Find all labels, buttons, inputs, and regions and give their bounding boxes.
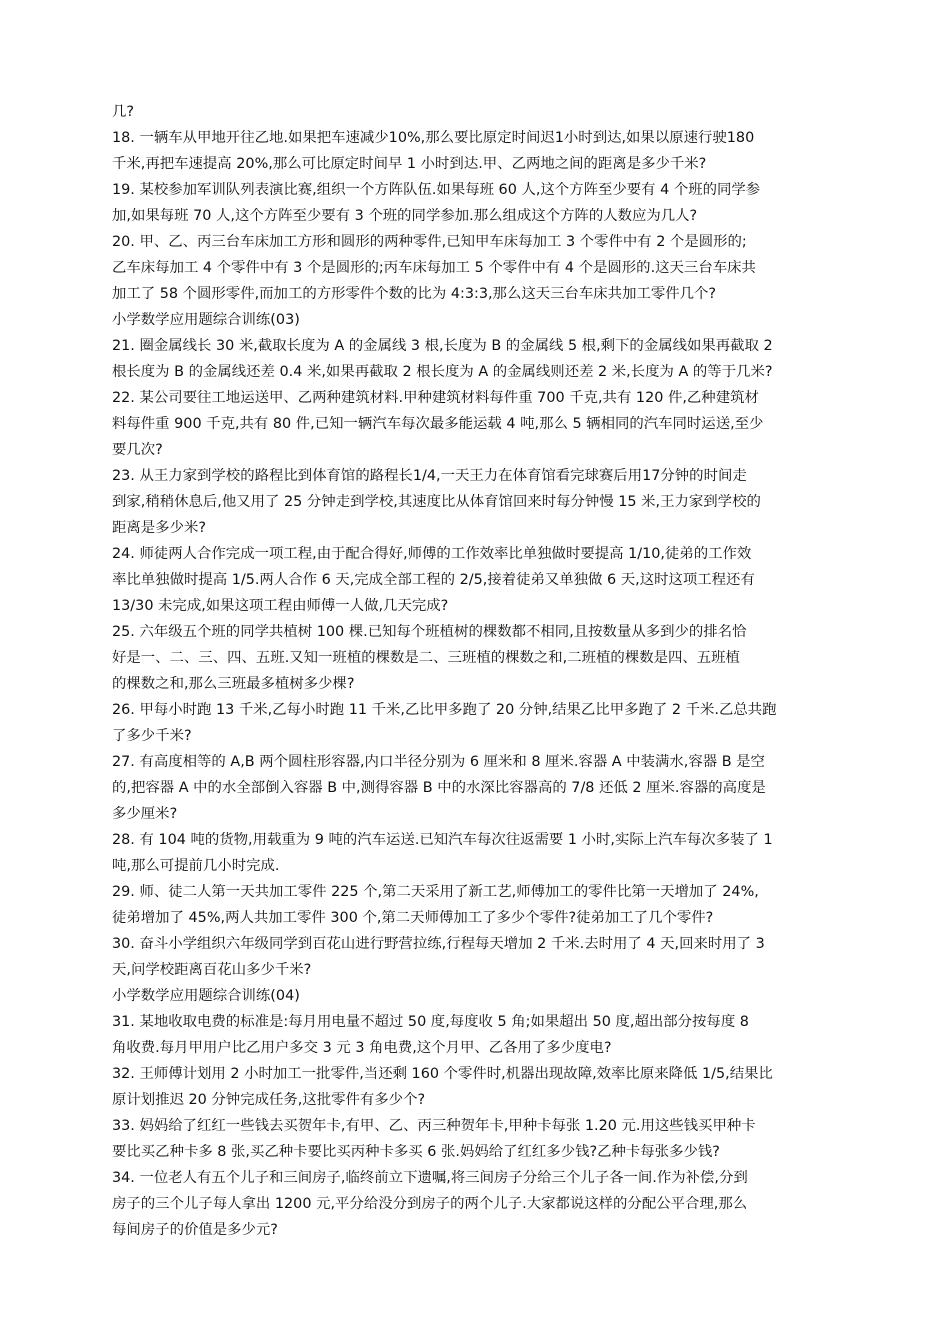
text-line: 要几次?: [112, 442, 163, 458]
section-heading: 小学数学应用题综合训练(04): [112, 988, 300, 1004]
text-line: 22. 某公司要往工地运送甲、乙两种建筑材料.甲种建筑材料每件重 700 千克,共有 120 件,乙种建筑材: [112, 390, 759, 406]
text-line: 28. 有 104 吨的货物,用载重为 9 吨的汽车运送.已知汽车每次往返需要 1 小时,实际上汽车每次多装了 1: [112, 832, 773, 848]
text-line: 根长度为 B 的金属线还差 0.4 米,如果再截取 2 根长度为 A 的金属线则还差 2 米,长度为 A 的等于几米?: [112, 364, 773, 380]
text-line: 24. 师徒两人合作完成一项工程,由于配合得好,师傅的工作效率比单独做时要提高 1/10,徒弟的工作效: [112, 546, 752, 562]
text-line: 的,把容器 A 中的水全部倒入容器 B 中,测得容器 B 中的水深比容器高的 7/8 还低 2 厘米.容器的高度是: [112, 780, 766, 796]
document-page: [112, 99, 852, 1243]
text-line: 天,问学校距离百花山多少千米?: [112, 962, 312, 978]
text-line: 32. 王师傅计划用 2 小时加工一批零件,当还剩 160 个零件时,机器出现故障,效率比原来降低 1/5,结果比: [112, 1066, 773, 1082]
text-line: 19. 某校参加军训队列表演比赛,组织一个方阵队伍.如果每班 60 人,这个方阵至少要有 4 个班的同学参: [112, 182, 761, 198]
text-line: 几?: [112, 104, 135, 120]
text-line: 18. 一辆车从甲地开往乙地.如果把车速减少10%,那么要比原定时间迟1小时到达,如果以原速行驶180: [112, 130, 755, 146]
text-line: 徒弟增加了 45%,两人共加工零件 300 个,第二天师傅加工了多少个零件?徒弟加工了几个零件?: [112, 910, 714, 926]
text-line: 33. 妈妈给了红红一些钱去买贺年卡,有甲、乙、丙三种贺年卡,甲种卡每张 1.20 元.用这些钱买甲种卡: [112, 1118, 756, 1134]
text-line: 26. 甲每小时跑 13 千米,乙每小时跑 11 千米,乙比甲多跑了 20 分钟,结果乙比甲多跑了 2 千米.乙总共跑: [112, 702, 777, 718]
text-line: 距离是多少米?: [112, 520, 206, 536]
text-line: 25. 六年级五个班的同学共植树 100 棵.已知每个班植树的棵数都不相同,且按数量从多到少的排名恰: [112, 624, 747, 640]
text-line: 加工了 58 个圆形零件,而加工的方形零件个数的比为 4:3:3,那么这天三台车床共加工零件几个?: [112, 286, 717, 302]
text-line: 率比单独做时提高 1/5.两人合作 6 天,完成全部工程的 2/5,接着徒弟又单独做 6 天,这时这项工程还有: [112, 572, 755, 588]
text-line: 乙车床每加工 4 个零件中有 3 个是圆形的;丙车床每加工 5 个零件中有 4 个是圆形的.这天三台车床共: [112, 260, 756, 276]
text-line: 13/30 未完成,如果这项工程由师傅一人做,几天完成?: [112, 598, 449, 614]
text-line: 角收费.每月甲用户比乙用户多交 3 元 3 角电费,这个月甲、乙各用了多少度电?: [112, 1040, 612, 1056]
text-line: 21. 圈金属线长 30 米,截取长度为 A 的金属线 3 根,长度为 B 的金属线 5 根,剩下的金属线如果再截取 2: [112, 338, 773, 354]
text-line: 原计划推迟 20 分钟完成任务,这批零件有多少个?: [112, 1092, 426, 1108]
text-line: 23. 从王力家到学校的路程比到体育馆的路程长1/4,一天王力在体育馆看完球赛后用17分钟的时间走: [112, 468, 747, 484]
text-line: 20. 甲、乙、丙三台车床加工方形和圆形的两种零件,已知甲车床每加工 3 个零件中有 2 个是圆形的;: [112, 234, 747, 250]
text-line: 千米,再把车速提高 20%,那么可比原定时间早 1 小时到达.甲、乙两地之间的距离是多少千米?: [112, 156, 707, 172]
text-line: 要比买乙种卡多 8 张,买乙种卡要比买丙种卡多买 6 张.妈妈给了红红多少钱?乙种卡每张多少钱?: [112, 1144, 720, 1160]
text-line: 料每件重 900 千克,共有 80 件,已知一辆汽车每次最多能运载 4 吨,那么 5 辆相同的汽车同时运送,至少: [112, 416, 764, 432]
text-line: 多少厘米?: [112, 806, 178, 822]
text-line: 27. 有高度相等的 A,B 两个圆柱形容器,内口半径分别为 6 厘米和 8 厘米.容器 A 中装满水,容器 B 是空: [112, 754, 765, 770]
section-heading: 小学数学应用题综合训练(03): [112, 312, 300, 328]
text-line: 房子的三个儿子每人拿出 1200 元,平分给没分到房子的两个儿子.大家都说这样的分配公平合理,那么: [112, 1196, 748, 1212]
text-line: 了多少千米?: [112, 728, 192, 744]
text-line: 34. 一位老人有五个儿子和三间房子,临终前立下遗嘱,将三间房子分给三个儿子各一间.作为补偿,分到: [112, 1170, 748, 1186]
text-line: 30. 奋斗小学组织六年级同学到百花山进行野营拉练,行程每天增加 2 千米.去时用了 4 天,回来时用了 3: [112, 936, 765, 952]
text-line: 的棵数之和,那么三班最多植树多少棵?: [112, 676, 355, 692]
text-line: 吨,那么可提前几小时完成.: [112, 858, 280, 874]
text-line: 加,如果每班 70 人,这个方阵至少要有 3 个班的同学参加.那么组成这个方阵的人数应为几人?: [112, 208, 698, 224]
text-line: 29. 师、徒二人第一天共加工零件 225 个,第二天采用了新工艺,师傅加工的零件比第一天增加了 24%,: [112, 884, 759, 900]
text-line: 好是一、二、三、四、五班.又知一班植的棵数是二、三班植的棵数之和,二班植的棵数是四、五班植: [112, 650, 740, 666]
text-line: 每间房子的价值是多少元?: [112, 1222, 278, 1238]
text-line: 31. 某地收取电费的标准是:每月用电量不超过 50 度,每度收 5 角;如果超出 50 度,超出部分按每度 8: [112, 1014, 749, 1030]
text-line: 到家,稍稍休息后,他又用了 25 分钟走到学校,其速度比从体育馆回来时每分钟慢 15 米,王力家到学校的: [112, 494, 761, 510]
